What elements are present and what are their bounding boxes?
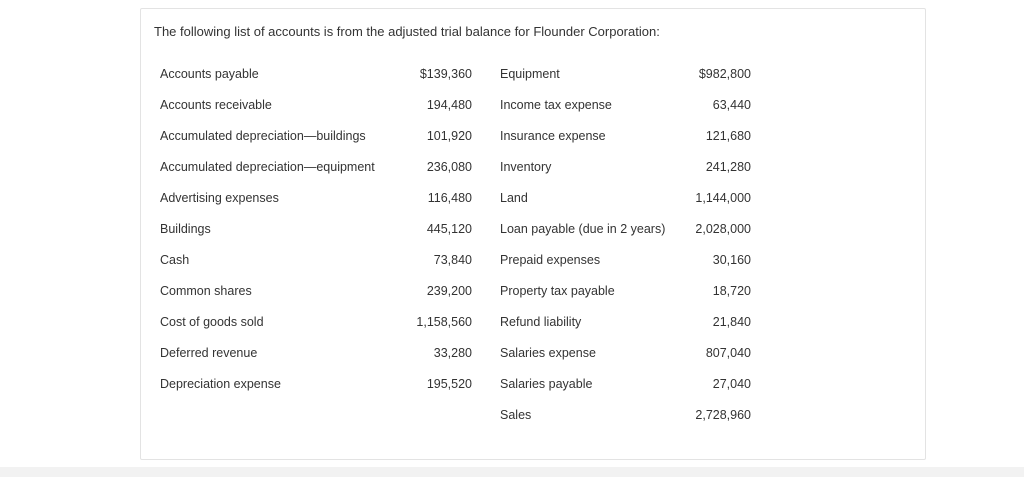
left-account-amount: 73,840	[433, 253, 472, 267]
right-account-amount: 2,728,960	[695, 408, 751, 422]
right-account-amount: 63,440	[712, 98, 751, 112]
left-account-amount: 445,120	[426, 222, 472, 236]
table-row	[160, 283, 760, 314]
right-account-name: Equipment	[500, 67, 560, 81]
left-account-name: Depreciation expense	[160, 377, 281, 391]
left-account-amount: 239,200	[426, 284, 472, 298]
right-account-name: Loan payable (due in 2 years)	[500, 222, 666, 236]
table-row	[160, 190, 760, 221]
right-account-name: Refund liability	[500, 315, 582, 329]
left-account-name: Accounts payable	[160, 67, 259, 81]
bottom-scroll-area	[0, 467, 1024, 477]
right-account-amount: 30,160	[712, 253, 751, 267]
left-account-name: Accumulated depreciation—equipment	[160, 160, 375, 174]
left-account-name: Cost of goods sold	[160, 315, 264, 329]
right-account-amount: 2,028,000	[695, 222, 751, 236]
table-row	[160, 376, 760, 407]
right-account-name: Insurance expense	[500, 129, 606, 143]
table-row	[160, 314, 760, 345]
left-account-amount: 101,920	[426, 129, 472, 143]
right-account-amount: 27,040	[712, 377, 751, 391]
table-row	[160, 159, 760, 190]
right-account-name: Land	[500, 191, 528, 205]
table-row	[160, 252, 760, 283]
right-account-name: Income tax expense	[500, 98, 612, 112]
table-row	[160, 66, 760, 97]
accounts-table	[160, 66, 760, 438]
right-account-name: Property tax payable	[500, 284, 615, 298]
left-account-name: Common shares	[160, 284, 252, 298]
left-account-amount: $139,360	[419, 67, 472, 81]
left-account-name: Cash	[160, 253, 190, 267]
right-account-name: Inventory	[500, 160, 552, 174]
table-row	[160, 128, 760, 159]
left-account-name: Accumulated depreciation—buildings	[160, 129, 366, 143]
intro-text: The following list of accounts is from the adjusted trial balance for Flounder Corporation:	[154, 24, 660, 39]
left-account-name: Accounts receivable	[160, 98, 272, 112]
table-row	[160, 345, 760, 376]
right-account-amount: 21,840	[712, 315, 751, 329]
right-account-name: Prepaid expenses	[500, 253, 601, 267]
table-row	[160, 221, 760, 252]
right-account-amount: 1,144,000	[695, 191, 751, 205]
table-row	[160, 97, 760, 128]
right-account-amount: 18,720	[712, 284, 751, 298]
left-account-amount: 236,080	[426, 160, 472, 174]
right-account-name: Sales	[500, 408, 532, 422]
left-account-amount: 195,520	[426, 377, 472, 391]
right-account-amount: $982,800	[698, 67, 751, 81]
left-account-amount: 116,480	[427, 191, 472, 205]
right-account-name: Salaries payable	[500, 377, 593, 391]
left-account-amount: 1,158,560	[416, 315, 472, 329]
left-account-amount: 194,480	[426, 98, 472, 112]
right-account-amount: 241,280	[705, 160, 751, 174]
left-account-name: Buildings	[160, 222, 211, 236]
left-account-name: Advertising expenses	[160, 191, 279, 205]
left-account-name: Deferred revenue	[160, 346, 258, 360]
left-account-amount: 33,280	[433, 346, 472, 360]
right-account-amount: 121,680	[705, 129, 751, 143]
table-row	[160, 407, 760, 438]
question-card	[140, 8, 926, 460]
right-account-name: Salaries expense	[500, 346, 596, 360]
right-account-amount: 807,040	[705, 346, 751, 360]
